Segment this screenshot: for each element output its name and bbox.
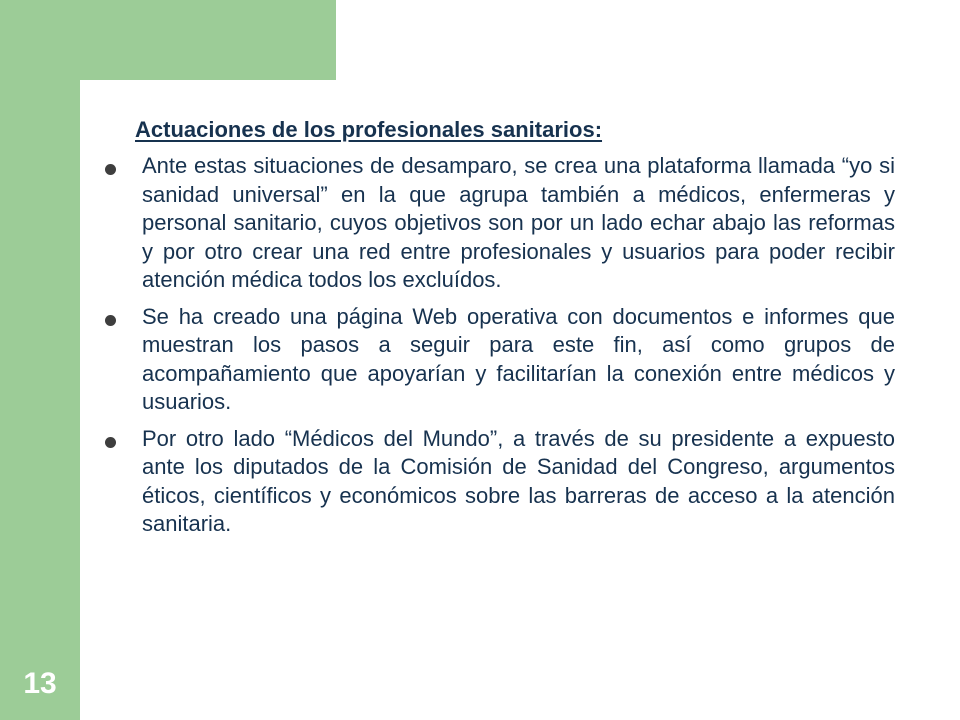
bullet-text: Por otro lado “Médicos del Mundo”, a través de su presidente a expuesto ante los diputados de la Comisión de Sanidad del Congreso, argumentos éticos, científicos y económicos sobre las barreras de acceso a la atención sanitaria.	[142, 425, 895, 536]
left-green-bar	[0, 0, 80, 720]
slide-heading: Actuaciones de los profesionales sanitarios:	[135, 117, 603, 142]
bullet-item	[105, 152, 895, 295]
bullet-item	[105, 425, 895, 539]
bullet-text: Ante estas situaciones de desamparo, se crea una plataforma llamada “yo si sanidad universal” en la que agrupa también a médicos, enfermeras y personal sanitario, cuyos objetivos son por un lado echar abajo las reformas y por otro crear una red entre profesionales y usuarios para poder recibir atención médica todos los excluídos.	[142, 153, 895, 292]
bullet-text: Se ha creado una página Web operativa con documentos e informes que muestran los pasos a seguir para este fin, así como grupos de acompañamiento que apoyarían y facilitarían la conexión entre médicos y usuarios.	[142, 303, 895, 414]
bullet-dot-icon	[105, 315, 116, 326]
bullet-item	[105, 303, 895, 417]
bullet-dot-icon	[105, 164, 116, 175]
top-green-block	[80, 0, 336, 80]
bullet-dot-icon	[105, 437, 116, 448]
slide-number: 13	[23, 667, 57, 700]
bullet-list	[105, 152, 895, 547]
